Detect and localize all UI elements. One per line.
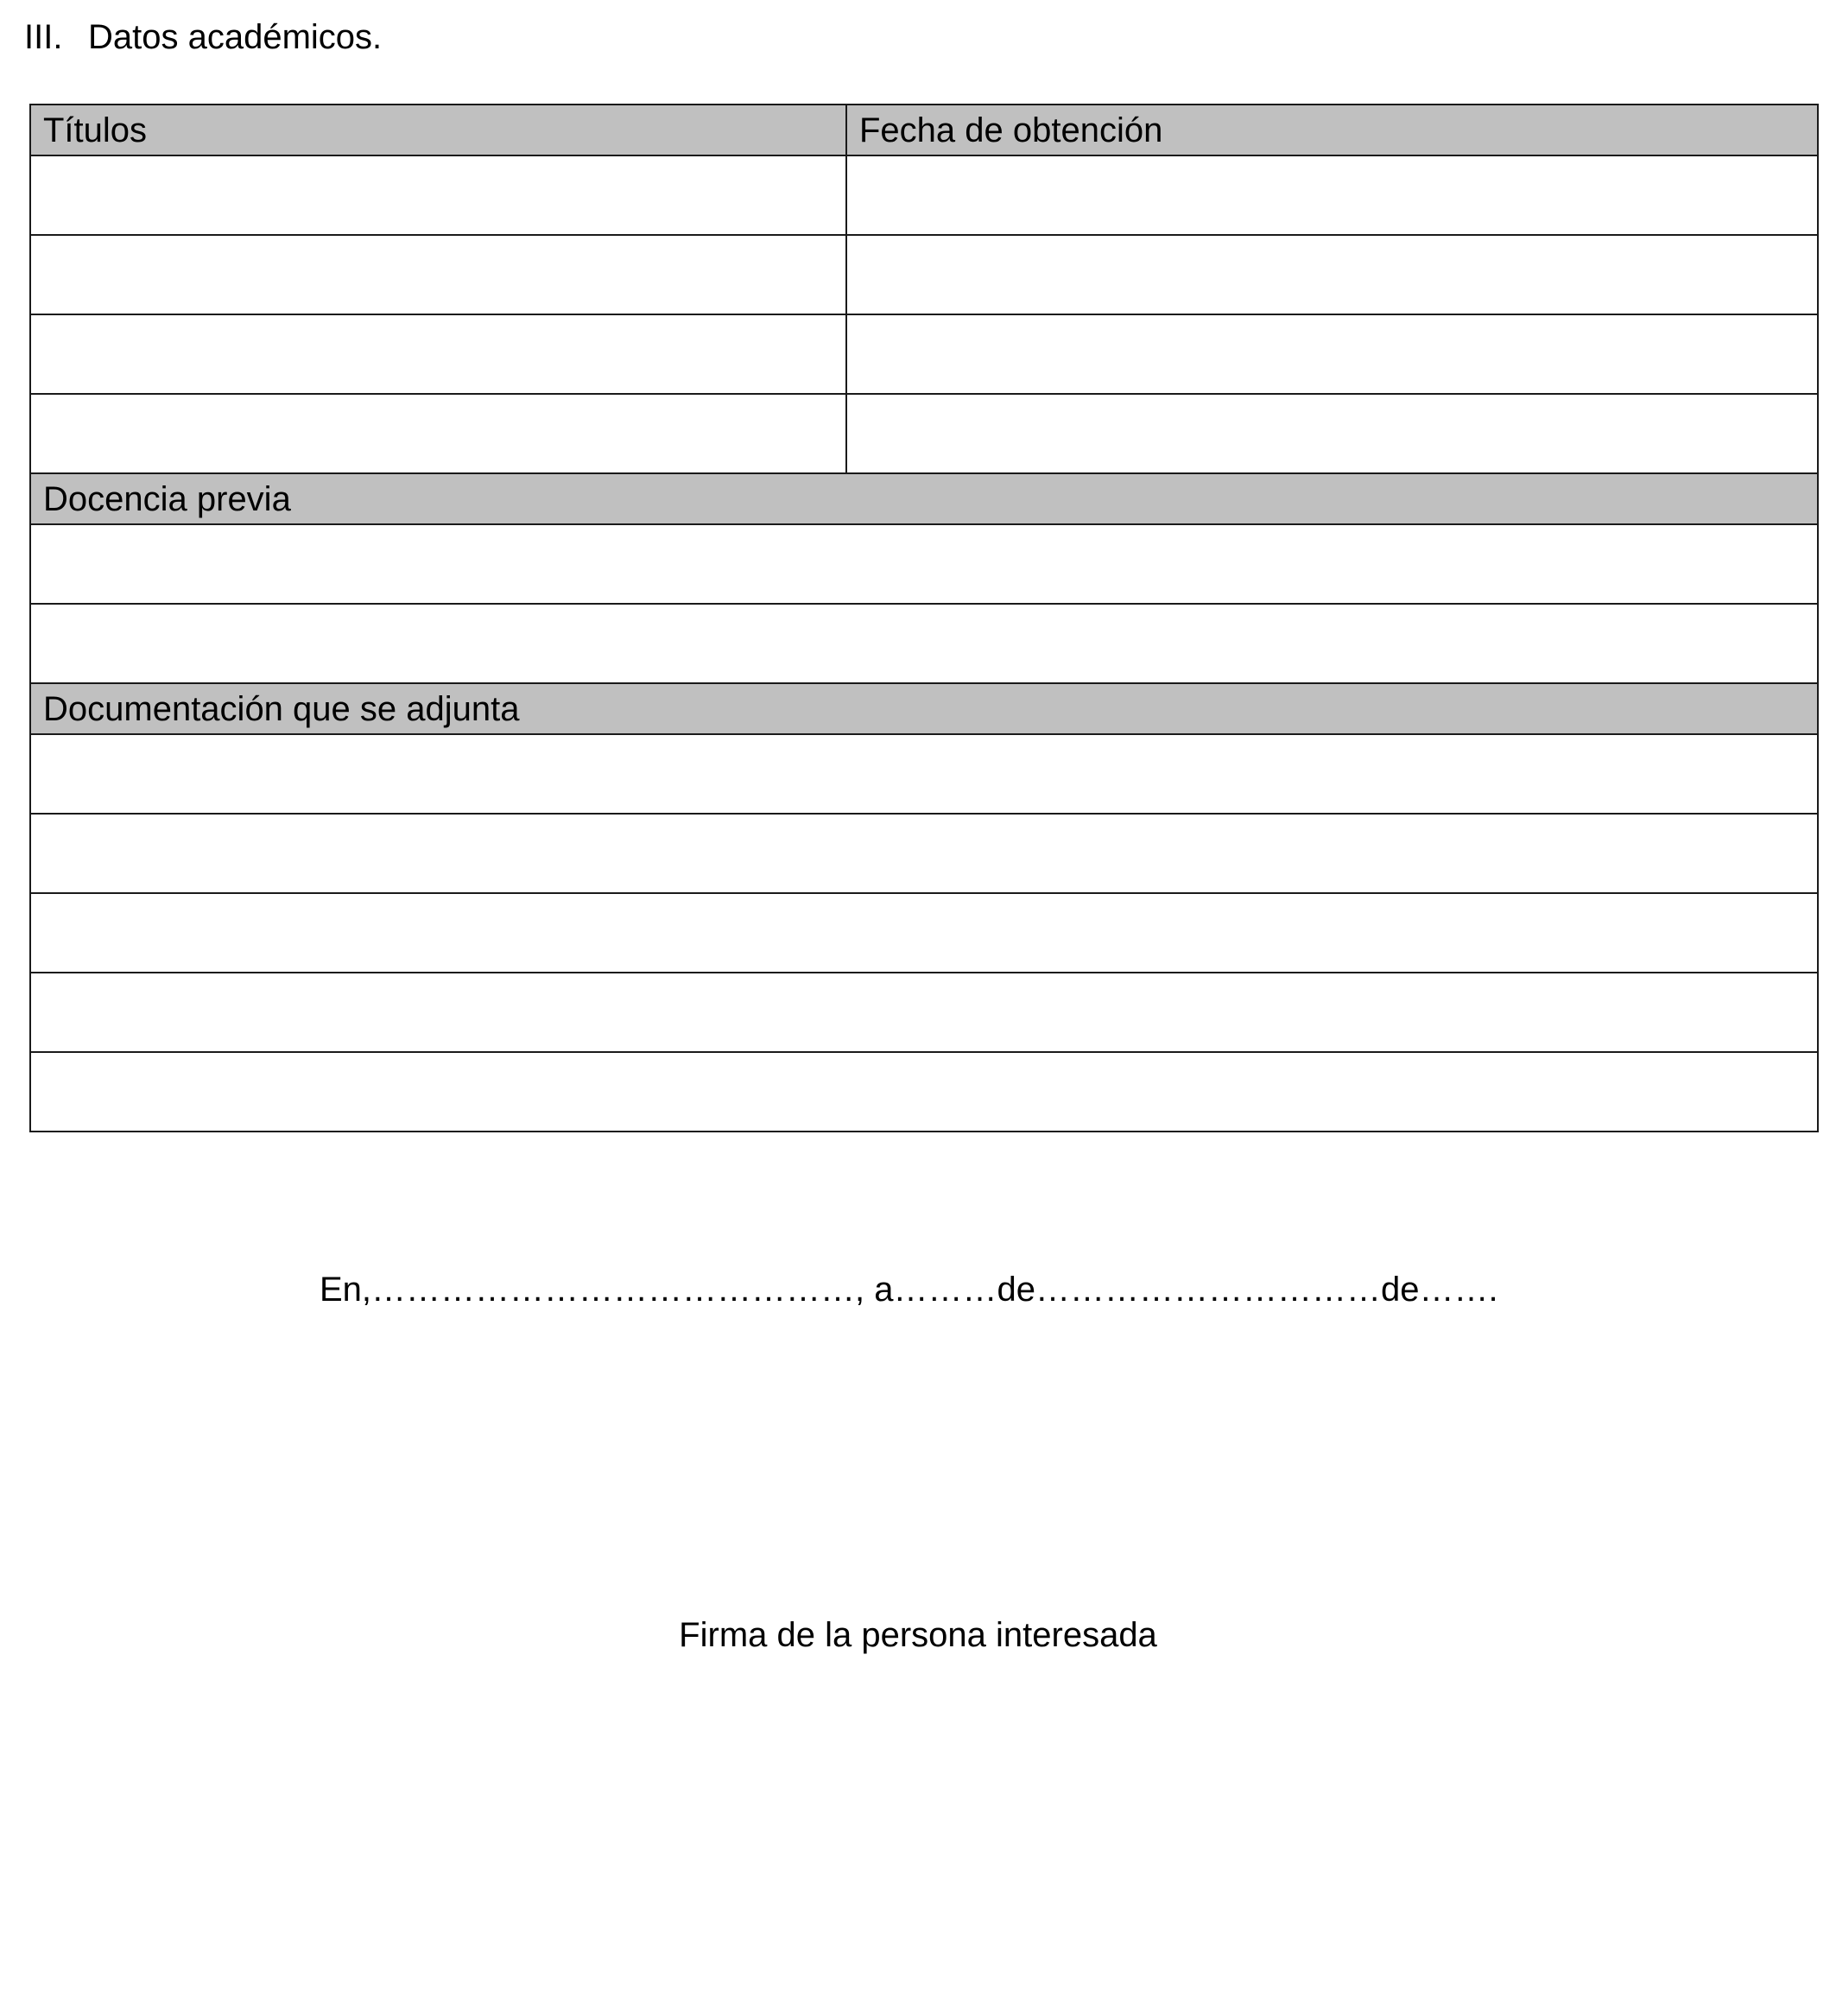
fecha-obtencion-field[interactable] — [846, 235, 1818, 314]
docencia-row — [30, 604, 1818, 683]
section-number: III. — [24, 18, 63, 56]
titulo-field[interactable] — [30, 235, 846, 314]
documentacion-row — [30, 814, 1818, 893]
titulo-row — [30, 235, 1818, 314]
titulo-row — [30, 314, 1818, 394]
documentacion-header: Documentación que se adjunta — [30, 683, 1818, 734]
place-date-line: En,……………………………………, a………de…………………………de……. — [320, 1271, 1498, 1309]
titulos-header-row — [30, 105, 1818, 155]
documentacion-field[interactable] — [30, 893, 1818, 973]
academic-data-table — [29, 104, 1819, 1132]
titulos-header: Títulos — [30, 105, 846, 155]
documentacion-row — [30, 893, 1818, 973]
documentacion-field[interactable] — [30, 814, 1818, 893]
docencia-previa-field[interactable] — [30, 604, 1818, 683]
titulo-field[interactable] — [30, 314, 846, 394]
docencia-row — [30, 524, 1818, 604]
titulo-row — [30, 394, 1818, 473]
titulo-field[interactable] — [30, 394, 846, 473]
documentacion-field[interactable] — [30, 734, 1818, 814]
fecha-obtencion-field[interactable] — [846, 394, 1818, 473]
documentacion-row — [30, 973, 1818, 1052]
titulo-row — [30, 155, 1818, 235]
documentacion-field[interactable] — [30, 973, 1818, 1052]
section-title: Datos académicos. — [88, 18, 383, 56]
fecha-obtencion-field[interactable] — [846, 155, 1818, 235]
docencia-previa-field[interactable] — [30, 524, 1818, 604]
section-heading — [24, 16, 382, 59]
signature-label: Firma de la persona interesada — [679, 1616, 1157, 1654]
documentacion-row — [30, 734, 1818, 814]
fecha-obtencion-field[interactable] — [846, 314, 1818, 394]
documentacion-field[interactable] — [30, 1052, 1818, 1132]
docencia-header-row — [30, 473, 1818, 524]
titulo-field[interactable] — [30, 155, 846, 235]
documentacion-row — [30, 1052, 1818, 1132]
docencia-previa-header: Docencia previa — [30, 473, 1818, 524]
fecha-obtencion-header: Fecha de obtención — [846, 105, 1818, 155]
documentacion-header-row — [30, 683, 1818, 734]
